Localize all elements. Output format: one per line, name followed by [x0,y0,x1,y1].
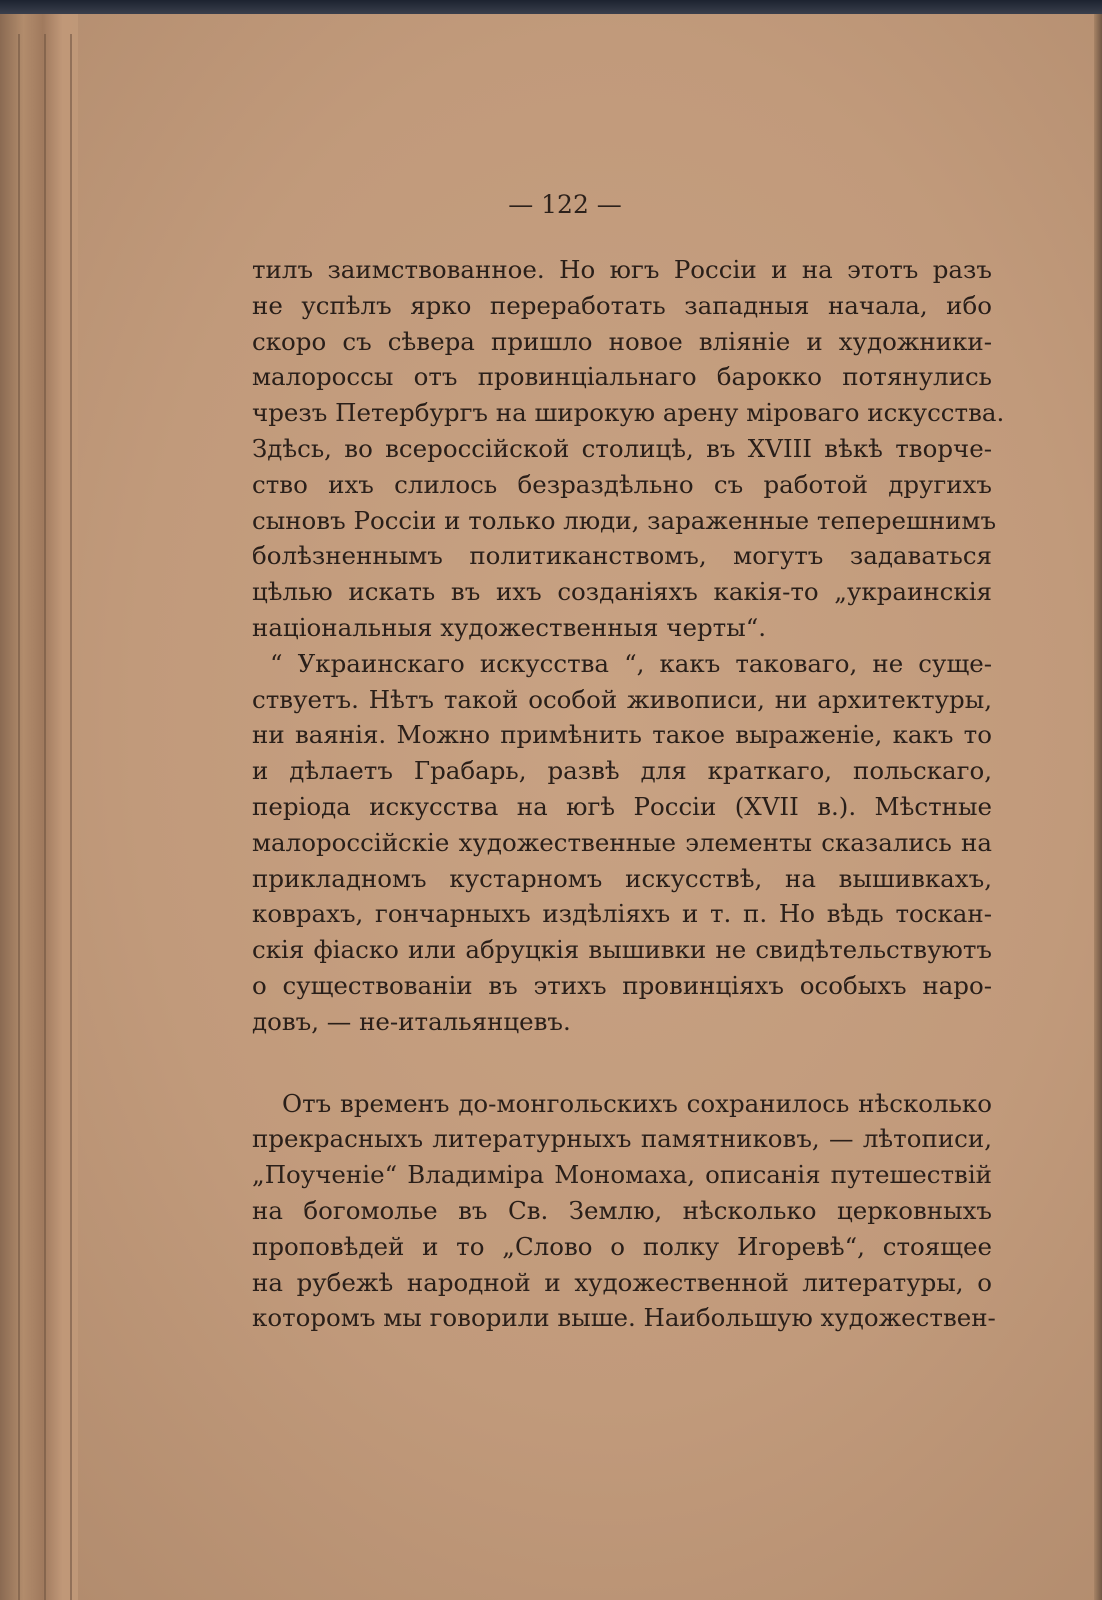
text-line: на рубежѣ народной и художественной литературы, о [252,1267,992,1297]
text-line: на богомолье въ Св. Землю, нѣсколько церковныхъ [252,1195,992,1225]
text-line: проповѣдей и то „Слово о полку Игоревѣ“, стоящее [252,1231,992,1261]
text-line: малороссы отъ провинціальнаго барокко потянулись [252,362,992,392]
right-edge [1094,14,1102,1600]
text-line: скія фіаско или абруцкія вышивки не свидѣтельствуютъ [252,935,992,965]
top-edge [0,0,1102,14]
text-line: прекрасныхъ литературныхъ памятниковъ, — лѣтописи, [252,1124,992,1154]
text-line: тилъ заимствованное. Но югъ Россіи и на этотъ разъ [252,255,992,284]
text-line: болѣзненнымъ политиканствомъ, могутъ задаваться [252,541,992,571]
text-line: прикладномъ кустарномъ искусствѣ, на вышивкахъ, [252,863,992,893]
text-line: періода искусства на югѣ Россіи (XVII в.). Мѣстные [252,791,992,821]
text-line: и дѣлаетъ Грабарь, развѣ для краткаго, польскаго, [252,756,992,786]
paragraph-3 [252,1086,996,1337]
text-line: „Поученіе“ Владиміра Мономаха, описанія путешествій [252,1160,992,1190]
paragraph-gap [252,1040,992,1086]
text-line: Отъ временъ до-монгольскихъ сохранилось нѣсколько [282,1088,992,1118]
text-line: не успѣлъ ярко переработать западныя начала, ибо [252,290,992,320]
text-line: цѣлью искать въ ихъ созданіяхъ какія-то „украинскія [252,577,992,607]
text-line: сыновъ Россіи и только люди, зараженные теперешнимъ [252,505,997,535]
page-number: — 122 — [508,190,622,219]
body-text [252,252,1005,1336]
book-spine [0,14,78,1600]
spine-crease [18,34,20,1600]
text-line: чрезъ Петербургъ на широкую арену міроваго искусства. [252,398,1005,428]
text-line: “ Украинскаго искусства “, какъ таковаго, не суще- [270,648,992,678]
text-line: ство ихъ слилось безраздѣльно съ работой другихъ [252,469,992,499]
text-line: національныя художественныя черты“. [252,612,767,642]
text-line: которомъ мы говорили выше. Наибольшую художествен- [252,1303,996,1333]
text-line: ствуетъ. Нѣтъ такой особой живописи, ни архитектуры, [252,684,992,714]
text-line: малороссійскіе художественные элементы сказались на [252,827,992,857]
paragraph-2 [252,646,992,1040]
text-line: скоро съ сѣвера пришло новое вліяніе и художники- [252,326,992,356]
spine-crease [70,34,72,1600]
text-line: о существованіи въ этихъ провинціяхъ особыхъ наро- [252,970,992,1000]
text-line: довъ, — не-итальянцевъ. [252,1006,571,1036]
spine-crease [44,34,46,1600]
paragraph-1 [252,252,1005,646]
text-line: ни ваянія. Можно примѣнить такое выраженіе, какъ то [252,720,992,750]
text-line: коврахъ, гончарныхъ издѣліяхъ и т. п. Но вѣдь тоскан- [252,899,992,929]
text-line: Здѣсь, во всероссійской столицѣ, въ XVIII вѣкѣ творче- [252,433,992,463]
